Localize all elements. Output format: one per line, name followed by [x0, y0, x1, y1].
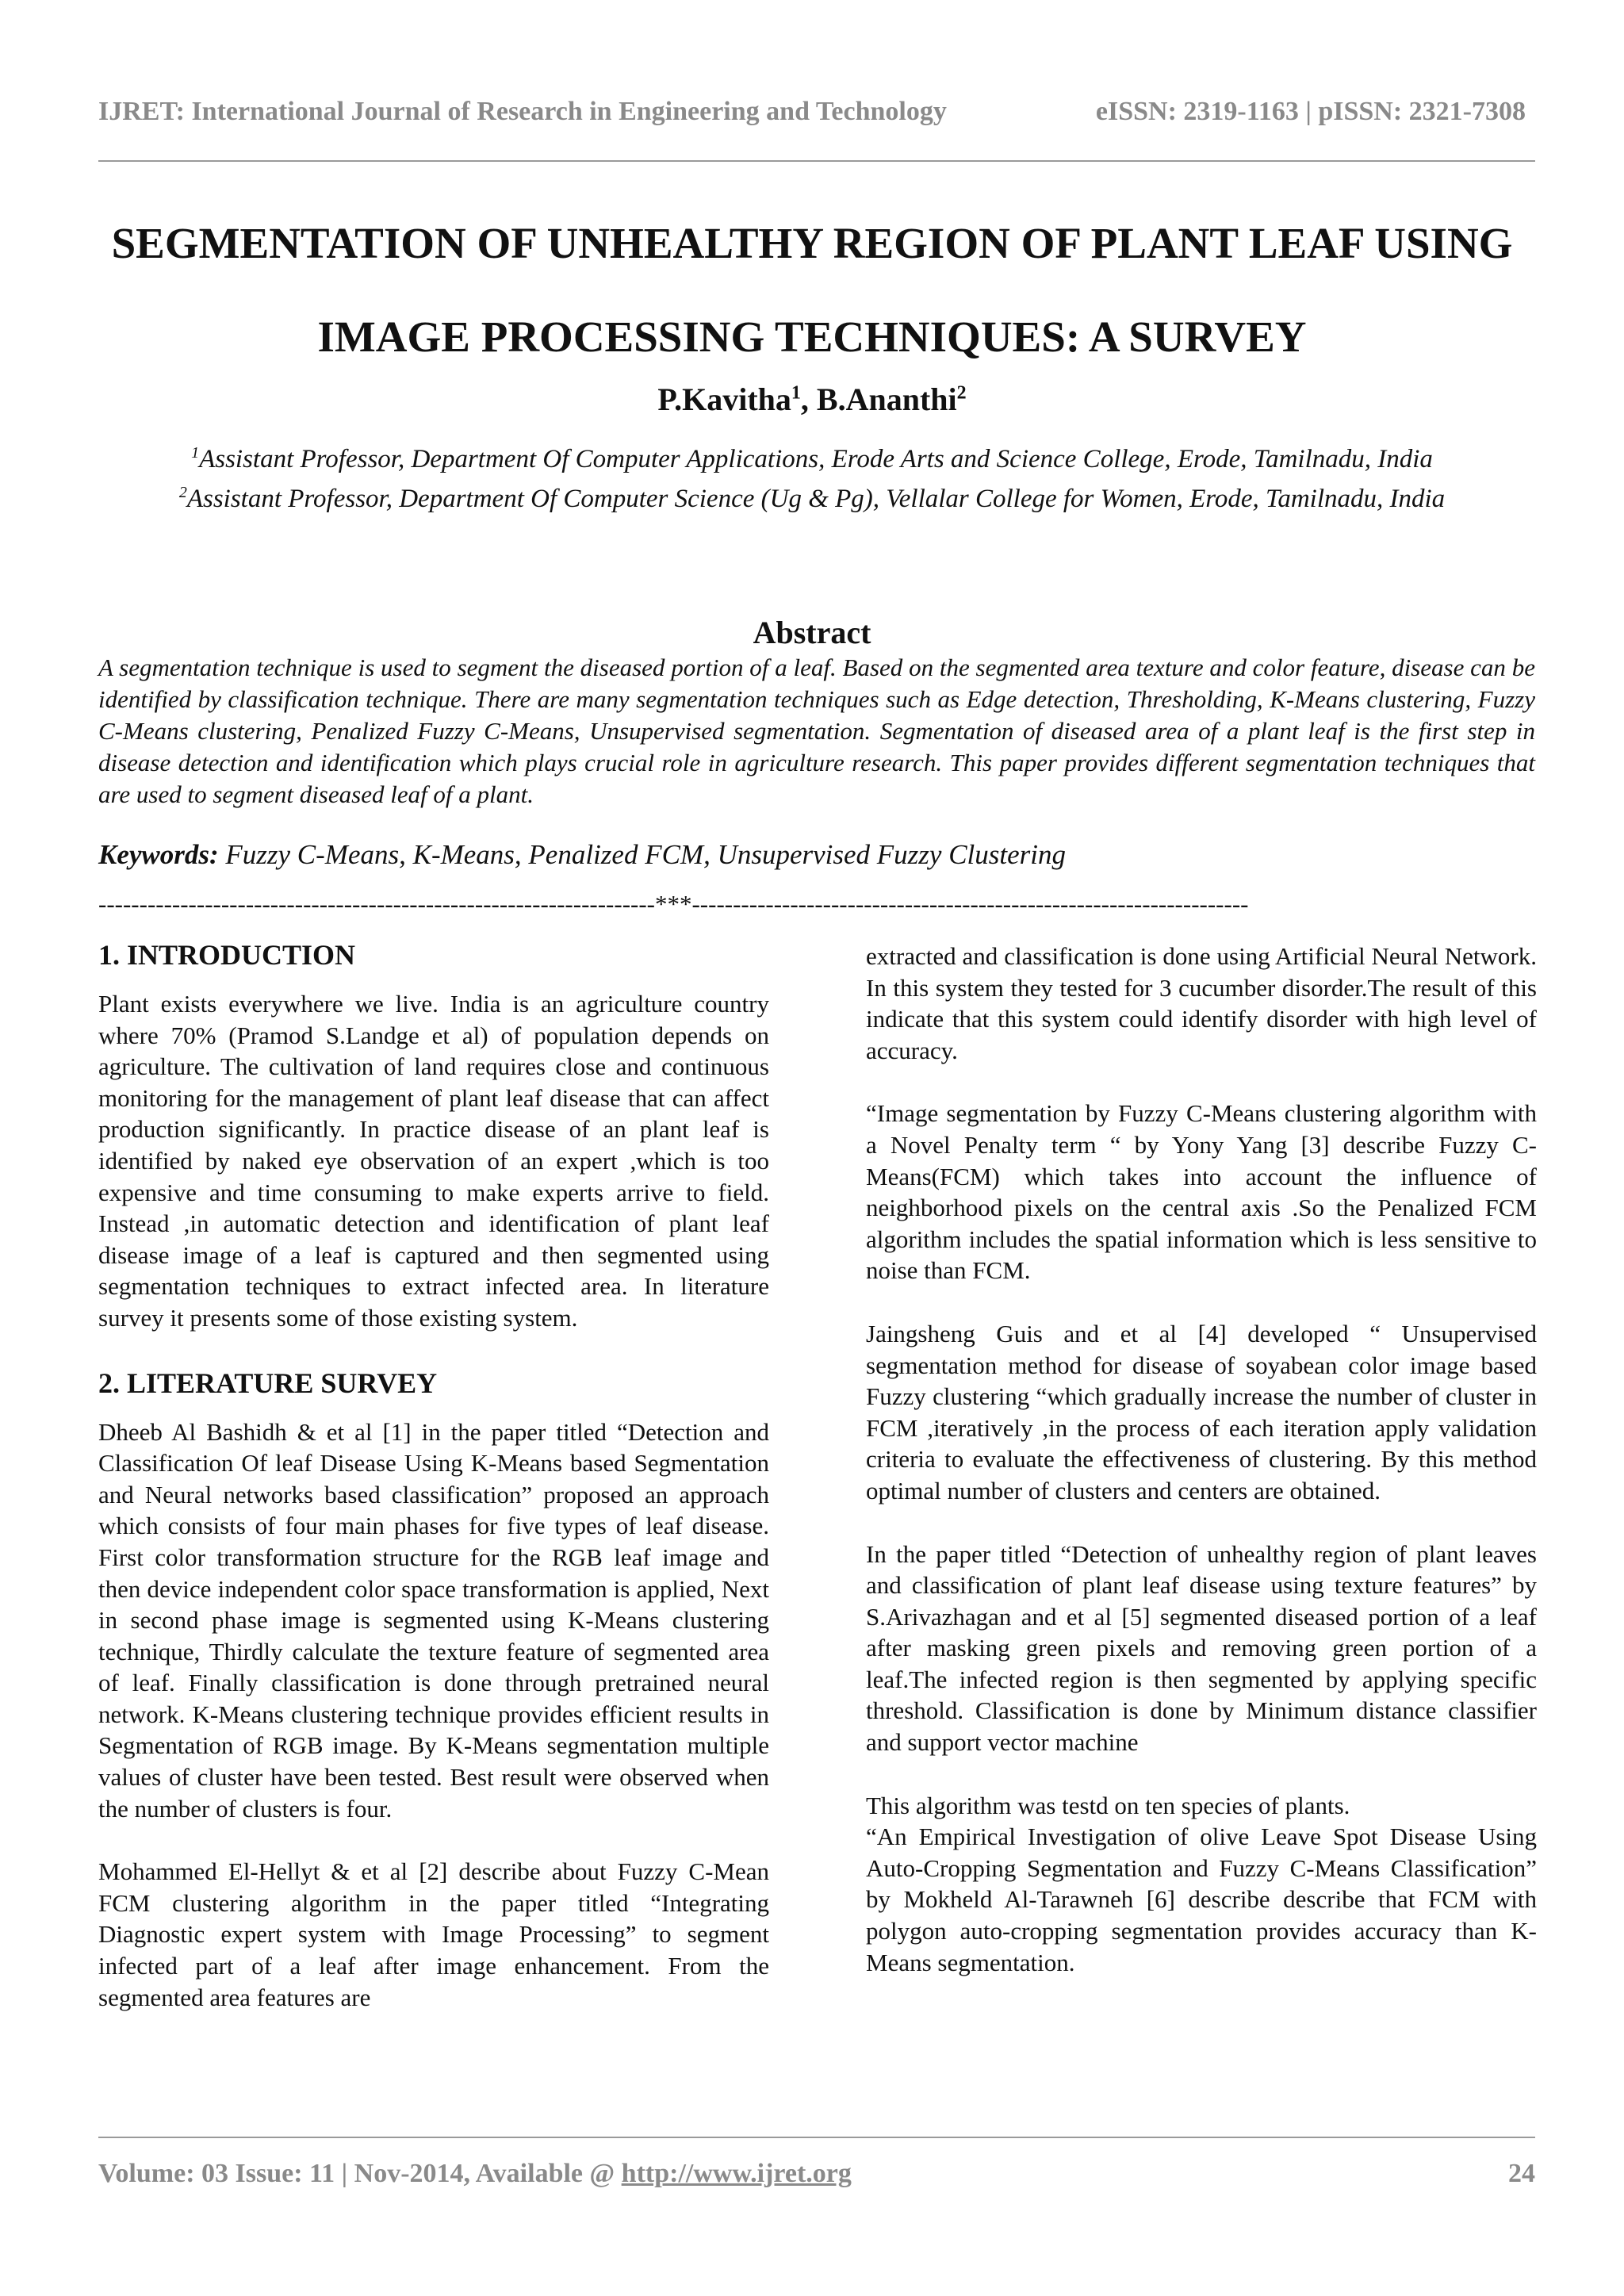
affiliation-list — [98, 436, 1526, 516]
affiliation-2-text: Assistant Professor, Department Of Computer Science (Ug & Pg), Vellalar College for Women, Erode, Tamilnadu, India — [186, 485, 1446, 513]
introduction-heading: 1. INTRODUCTION — [98, 939, 356, 971]
running-header — [98, 97, 1526, 127]
introduction-paragraph: Plant exists everywhere we live. India is an agriculture country where 70% (Pramod S.Landge et al) of population depends on agriculture. The cultivation of land requires close and continuous monitoring for the management of plant leaf disease that can affect production significantly. In practice disease of an plant leaf is identified by naked eye observation of an expert ,which is too expensive and time consuming to make experts arrive to field. Instead ,in automatic detection and identification of plant leaf disease image of a leaf is captured and then segmented using segmentation techniques to extract infected area. In literature survey it presents some of those existing system. — [98, 990, 769, 1332]
author-list — [98, 381, 1526, 418]
left-column — [98, 937, 769, 2045]
journal-name: IJRET: International Journal of Research in Engineering and Technology — [98, 97, 947, 126]
affiliation-1-text: Assistant Professor, Department Of Computer Applications, Erode Arts and Science College, Erode, Tamilnadu, India — [199, 445, 1433, 473]
keywords — [98, 839, 1526, 871]
right-paragraph-4: In the paper titled “Detection of unhealthy region of plant leaves and classification of plant leaf disease using texture features” by S.Arivazhagan and et al [5] segmented diseased portion of a leaf after masking green pixels and removing green portion of a leaf.The infected region is then segmented by applying specific threshold. Classification is done by Minimum distance classifier and support vector machine — [866, 1539, 1537, 1757]
abstract-heading: Abstract — [753, 615, 871, 650]
title-line-2: IMAGE PROCESSING TECHNIQUES: A SURVEY — [317, 312, 1307, 361]
affiliation-2 — [98, 476, 1526, 516]
literature-survey-heading: 2. LITERATURE SURVEY — [98, 1366, 438, 1399]
right-paragraph-2: “Image segmentation by Fuzzy C-Means clustering algorithm with a Novel Penalty term “ by Yony Yang [3] describe Fuzzy C-Means(FCM) which takes into account the influence of neighborhood pixels on the central axis .So the Penalized FCM algorithm includes the spatial information which is less sensitive to noise than FCM. — [866, 1099, 1537, 1285]
keywords-text: Fuzzy C-Means, K-Means, Penalized FCM, Unsupervised Fuzzy Clustering — [218, 839, 1066, 870]
right-paragraph-5: This algorithm was testd on ten species of plants. — [866, 1791, 1350, 1819]
running-footer — [98, 2159, 1535, 2189]
keywords-label: Keywords: — [98, 839, 219, 870]
affiliation-1-mark: 1 — [191, 444, 200, 462]
title-line-1: SEGMENTATION OF UNHEALTHY REGION OF PLANT LEAF USING — [111, 219, 1513, 267]
right-paragraph-3: Jaingsheng Guis and et al [4] developed “ Unsupervised segmentation method for disease of soyabean color image based Fuzzy clustering “which gradually increase the number of cluster in FCM ,iteratively ,in the process of each iteration apply validation criteria to evaluate the effectiveness of clustering. By this method optimal number of clusters and centers are obtained. — [866, 1319, 1537, 1504]
literature-paragraph-1: Dheeb Al Bashidh & et al [1] in the paper titled “Detection and Classification Of leaf Disease Using K-Means based Segmentation and Neural networks based classification” proposed an approach which consists of four main phases for five types of leaf disease. First color transformation structure for the RGB leaf image and then device independent color space transformation is applied, Next in second phase image is segmented using K-Means clustering technique, Thirdly calculate the texture feature of segmented area of leaf. Finally classification is done through pretrained neural network. K-Means clustering technique provides efficient results in Segmentation of RGB image. By K-Means segmentation multiple values of cluster have been tested. Best result were observed when the number of clusters is four. — [98, 1417, 769, 1823]
footer-divider — [98, 2137, 1535, 2138]
author-2: B.Ananthi — [816, 381, 957, 417]
literature-paragraph-2: Mohammed El-Hellyt & et al [2] describe about Fuzzy C-Mean FCM clustering algorithm in the paper titled “Integrating Diagnostic expert system with Image Processing” to segment infected part of a leaf after image enhancement. From the segmented area features are — [98, 1857, 769, 2011]
abstract-body: A segmentation technique is used to segment the diseased portion of a leaf. Based on the segmented area texture and color feature, disease can be identified by classification technique. There are many segmentation techniques such as Edge detection, Thresholding, K-Means clustering, Fuzzy C-Means clustering, Penalized Fuzzy C-Means, Unsupervised segmentation. Segmentation of diseased area of a plant leaf is the first step in disease detection and identification which plays crucial role in agriculture research. This paper provides different segmentation techniques that are used to segment diseased leaf of a plant. — [98, 654, 1535, 808]
affiliation-2-mark: 2 — [178, 484, 187, 501]
paper-title — [79, 197, 1545, 384]
author-separator: , — [800, 381, 817, 417]
right-paragraph-6: “An Empirical Investigation of olive Leave Spot Disease Using Auto-Cropping Segmentation and Fuzzy C-Means Classification” by Mokheld Al-Tarawneh [6] describe describe that FCM with polygon auto-cropping segmentation provides accuracy than K-Means segmentation. — [866, 1823, 1537, 1976]
footer-volume-text: Volume: 03 Issue: 11 | Nov-2014, Available @ — [98, 2159, 622, 2188]
author-1-affiliation-mark: 1 — [791, 382, 801, 404]
author-2-affiliation-mark: 2 — [956, 382, 967, 404]
section-separator: --------------------------------------------------------------------***-------------------------------------------------------------------- — [98, 890, 1249, 918]
page-number: 24 — [1508, 2159, 1535, 2188]
footer-volume — [98, 2159, 852, 2189]
issn-text: eISSN: 2319-1163 | pISSN: 2321-7308 — [1095, 97, 1526, 126]
header-divider — [98, 160, 1535, 162]
journal-website-link[interactable]: http://www.ijret.org — [621, 2159, 852, 2188]
author-1: P.Kavitha — [657, 381, 791, 417]
right-paragraph-1: extracted and classification is done using Artificial Neural Network. In this system they tested for 3 cucumber disorder.The result of this indicate that this system could identify disorder with high level of accuracy. — [866, 942, 1537, 1064]
right-column — [866, 941, 1537, 2010]
affiliation-1 — [98, 436, 1526, 476]
